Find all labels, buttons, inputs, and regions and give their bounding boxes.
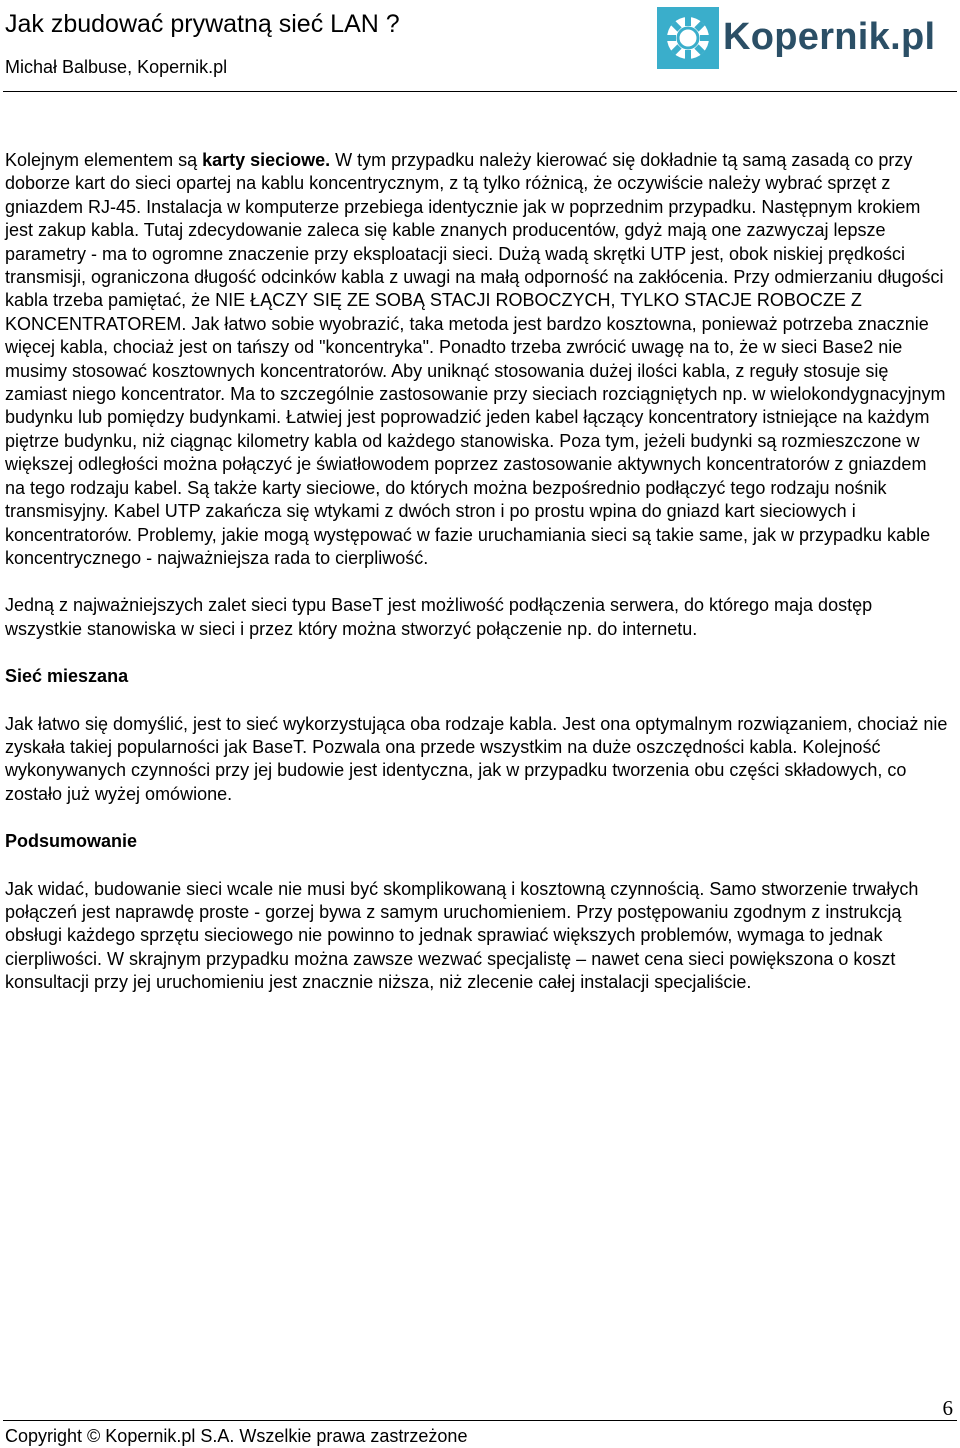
footer-copyright: Copyright © Kopernik.pl S.A. Wszelkie prawa zastrzeżone: [5, 1426, 468, 1446]
footer-divider: [3, 1420, 957, 1421]
bold-term: karty sieciowe.: [202, 150, 331, 170]
paragraph-text: W tym przypadku należy kierować się dokładnie tą samą zasadą co przy doborze kart do sieci opartej na kablu koncentrycznym, z tą tylko różnicą, że oczywiście należy wybrać sprzęt z gniazdem RJ-45. Instalacja w komputerze przebiega identycznie jak w poprzednim przypadku. Następnym krokiem jest zakup kabla. Tutaj zdecydowanie zaleca się kable znanych producentów, gdyż mają one zazwyczaj lepsze parametry - ma to ogromne znaczenie przy eksploatacji sieci. Dużą wadą skrętki UTP jest, obok niskiej prędkości transmisji, ograniczona długość odcinków kabla z uwagi na małą odporność na zakłócenia. Przy odmierzaniu długości kabla trzeba pamiętać, że NIE ŁĄCZY SIĘ ZE SOBĄ STACJI ROBOCZYCH, TYLKO STACJE ROBOCZE Z KONCENTRATOREM. Jak łatwo sobie wyobrazić, taka metoda jest bardzo kosztowna, ponieważ potrzeba znacznie więcej kabla, chociaż jest on tańszy od "koncentryka". Ponadto trzeba zwrócić uwagę na to, że w sieci Base2 nie musimy stosować kosztownych koncentratorów. Aby uniknąć stosowania dużej ilości kabla, z reguły stosuje się zamiast niego koncentrator. Ma to szczególnie zastosowanie przy sieciach rozciągniętych np. w wielokondygnacyjnym budynku lub pomiędzy budynkami. Łatwiej jest poprowadzić jeden kabel łączący koncentratory istniejące na każdym piętrze budynku, niż ciągnąc kilometry kabla od każdego stanowiska. Poza tym, jeżeli budynki są rozmieszczone w większej odległości można połączyć je światłowodem poprzez zastosowanie aktywnych koncentratorów z gniazdem na tego rodzaju kabel. Są także karty sieciowe, do których można bezpośrednio podłączyć tego rodzaju nośnik transmisyjny. Kabel UTP zakańcza się wtykami z dwóch stron i po prostu wpina do gniazd kart sieciowych i koncentratorów. Problemy, jakie mogą występować w fazie uruchamiania sieci są takie same, jak w przypadku kable koncentrycznego - najważniejsza rada to cierpliwość.: [5, 150, 946, 568]
paragraph-network-cards: [5, 149, 951, 570]
page-number: 6: [942, 1396, 953, 1420]
document-author: Michał Balbuse, Kopernik.pl: [5, 57, 228, 77]
document-title: Jak zbudować prywatną sieć LAN ?: [5, 10, 400, 38]
sun-gear-logo-icon: [657, 7, 719, 69]
paragraph-summary: Jak widać, budowanie sieci wcale nie musi być skomplikowaną i kosztowną czynnością. Samo stworzenie trwałych połączeń jest naprawdę proste - gorzej bywa z samym uruchomieniem. Przy postępowaniu zgodnym z instrukcją obsługi każdego sprzętu sieciowego nie powinno to jednak sprawiać większych problemów, wymaga to jednak cierpliwości. W skrajnym przypadku można zawsze wezwać specjalistę – nawet cena sieci powiększona o koszt konsultacji przy jej uruchomieniu jest znacznie niższa, niż zlecenie całej instalacji specjaliście.: [5, 878, 919, 993]
page-header: [0, 0, 960, 92]
paragraph-mixed-network: Jak łatwo się domyślić, jest to sieć wykorzystująca oba rodzaje kabla. Jest ona optymalnym rozwiązaniem, chociaż nie zyskała takiej popularności jak BaseT. Pozwala ona przede wszystkim na duże oszczędności kabla. Kolejność wykonywanych czynności przy jej budowie jest identyczna, jak w przypadku tworzenia obu części składowych, co zostało już wyżej omówione.: [5, 713, 948, 804]
paragraph-text: Kolejnym elementem są: [5, 150, 203, 170]
header-divider: [3, 91, 957, 92]
paragraph-baset-advantage: Jedną z najważniejszych zalet sieci typu BaseT jest możliwość podłączenia serwera, do którego maja dostęp wszystkie stanowiska w sieci i przez który można stworzyć połączenie np. do internetu.: [5, 595, 873, 639]
article-body: [5, 149, 951, 1019]
kopernik-logo: [657, 6, 957, 70]
logo-text: Kopernik.pl: [723, 16, 936, 58]
section-heading-mixed-network: Sieć mieszana: [5, 666, 129, 687]
section-heading-summary: Podsumowanie: [5, 831, 138, 852]
